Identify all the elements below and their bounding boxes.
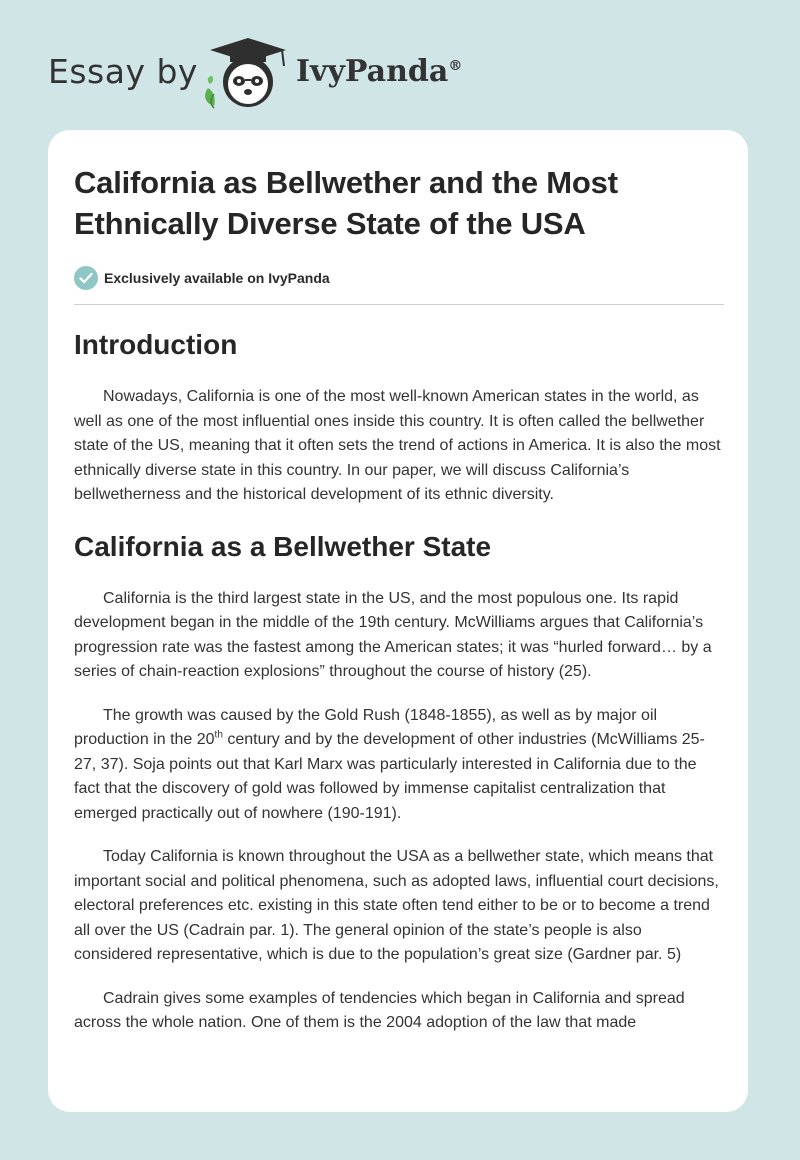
paragraph: California is the third largest state in the US, and the most populous one. Its rapid development began in the middle of the 19th century. McWilliams argues that California’s progression rate was the fastest among the American states; it was “hurled forward… by a series of chain-reaction explosions” throughout the course of history (25).: [74, 589, 712, 680]
paragraph-text: The growth was caused by the Gold Rush (1848-1855), as well as by major oil production in the 20: [74, 706, 658, 748]
brand-name-text: IvyPanda: [296, 54, 449, 89]
paragraph: Cadrain gives some examples of tendencies which began in California and spread across the whole nation. One of them is the 2004 adoption of the law that made: [74, 989, 685, 1031]
paragraph: Nowadays, California is one of the most well-known American states in the world, as well as one of the most influential ones inside this country. It is often called the bellwether state of the US, meaning that it often sets the trend of actions in America. It is also the most ethnically diverse state in this country. In our paper, we will discuss California’s bellwetherness and the historical development of its ethnic diversity.: [74, 388, 721, 503]
registered-mark: ®: [448, 58, 463, 74]
site-header: [0, 0, 800, 130]
exclusive-badge: [74, 264, 724, 292]
badge-label: Exclusively available on IvyPanda: [104, 270, 330, 286]
paragraph-text: century and by the development of other industries (McWilliams 25-27, 37). Soja points out that Karl Marx was particularly interested in California due to the fact that the discovery of gold was followed by immense capitalist centralization that emerged practically out of nowhere (190-191).: [74, 731, 705, 822]
check-circle-icon: [74, 266, 98, 290]
panda-graduate-icon[interactable]: [200, 36, 292, 110]
section-heading-bellwether: California as a Bellwether State: [74, 530, 492, 562]
essay-title: California as Bellwether and the Most Ethnically Diverse State of the USA: [74, 165, 618, 241]
essay-card: [48, 130, 748, 1112]
brand-name[interactable]: [296, 54, 462, 89]
divider: [74, 304, 724, 305]
paragraph: [74, 704, 724, 827]
paragraph: Today California is known throughout the USA as a bellwether state, which means that important social and political phenomena, such as adopted laws, influential court decisions, electoral preferences etc. existing in this state often tend either to be or to become a trend all over the US (Cadrain par. 1). The general opinion of the state’s people is also considered representative, which is due to the population’s great size (Gardner par. 5): [74, 848, 719, 963]
section-heading-introduction: Introduction: [74, 329, 238, 360]
brand-prefix: Essay by: [48, 52, 198, 91]
superscript: th: [214, 729, 223, 741]
essay-content: [74, 162, 724, 1036]
